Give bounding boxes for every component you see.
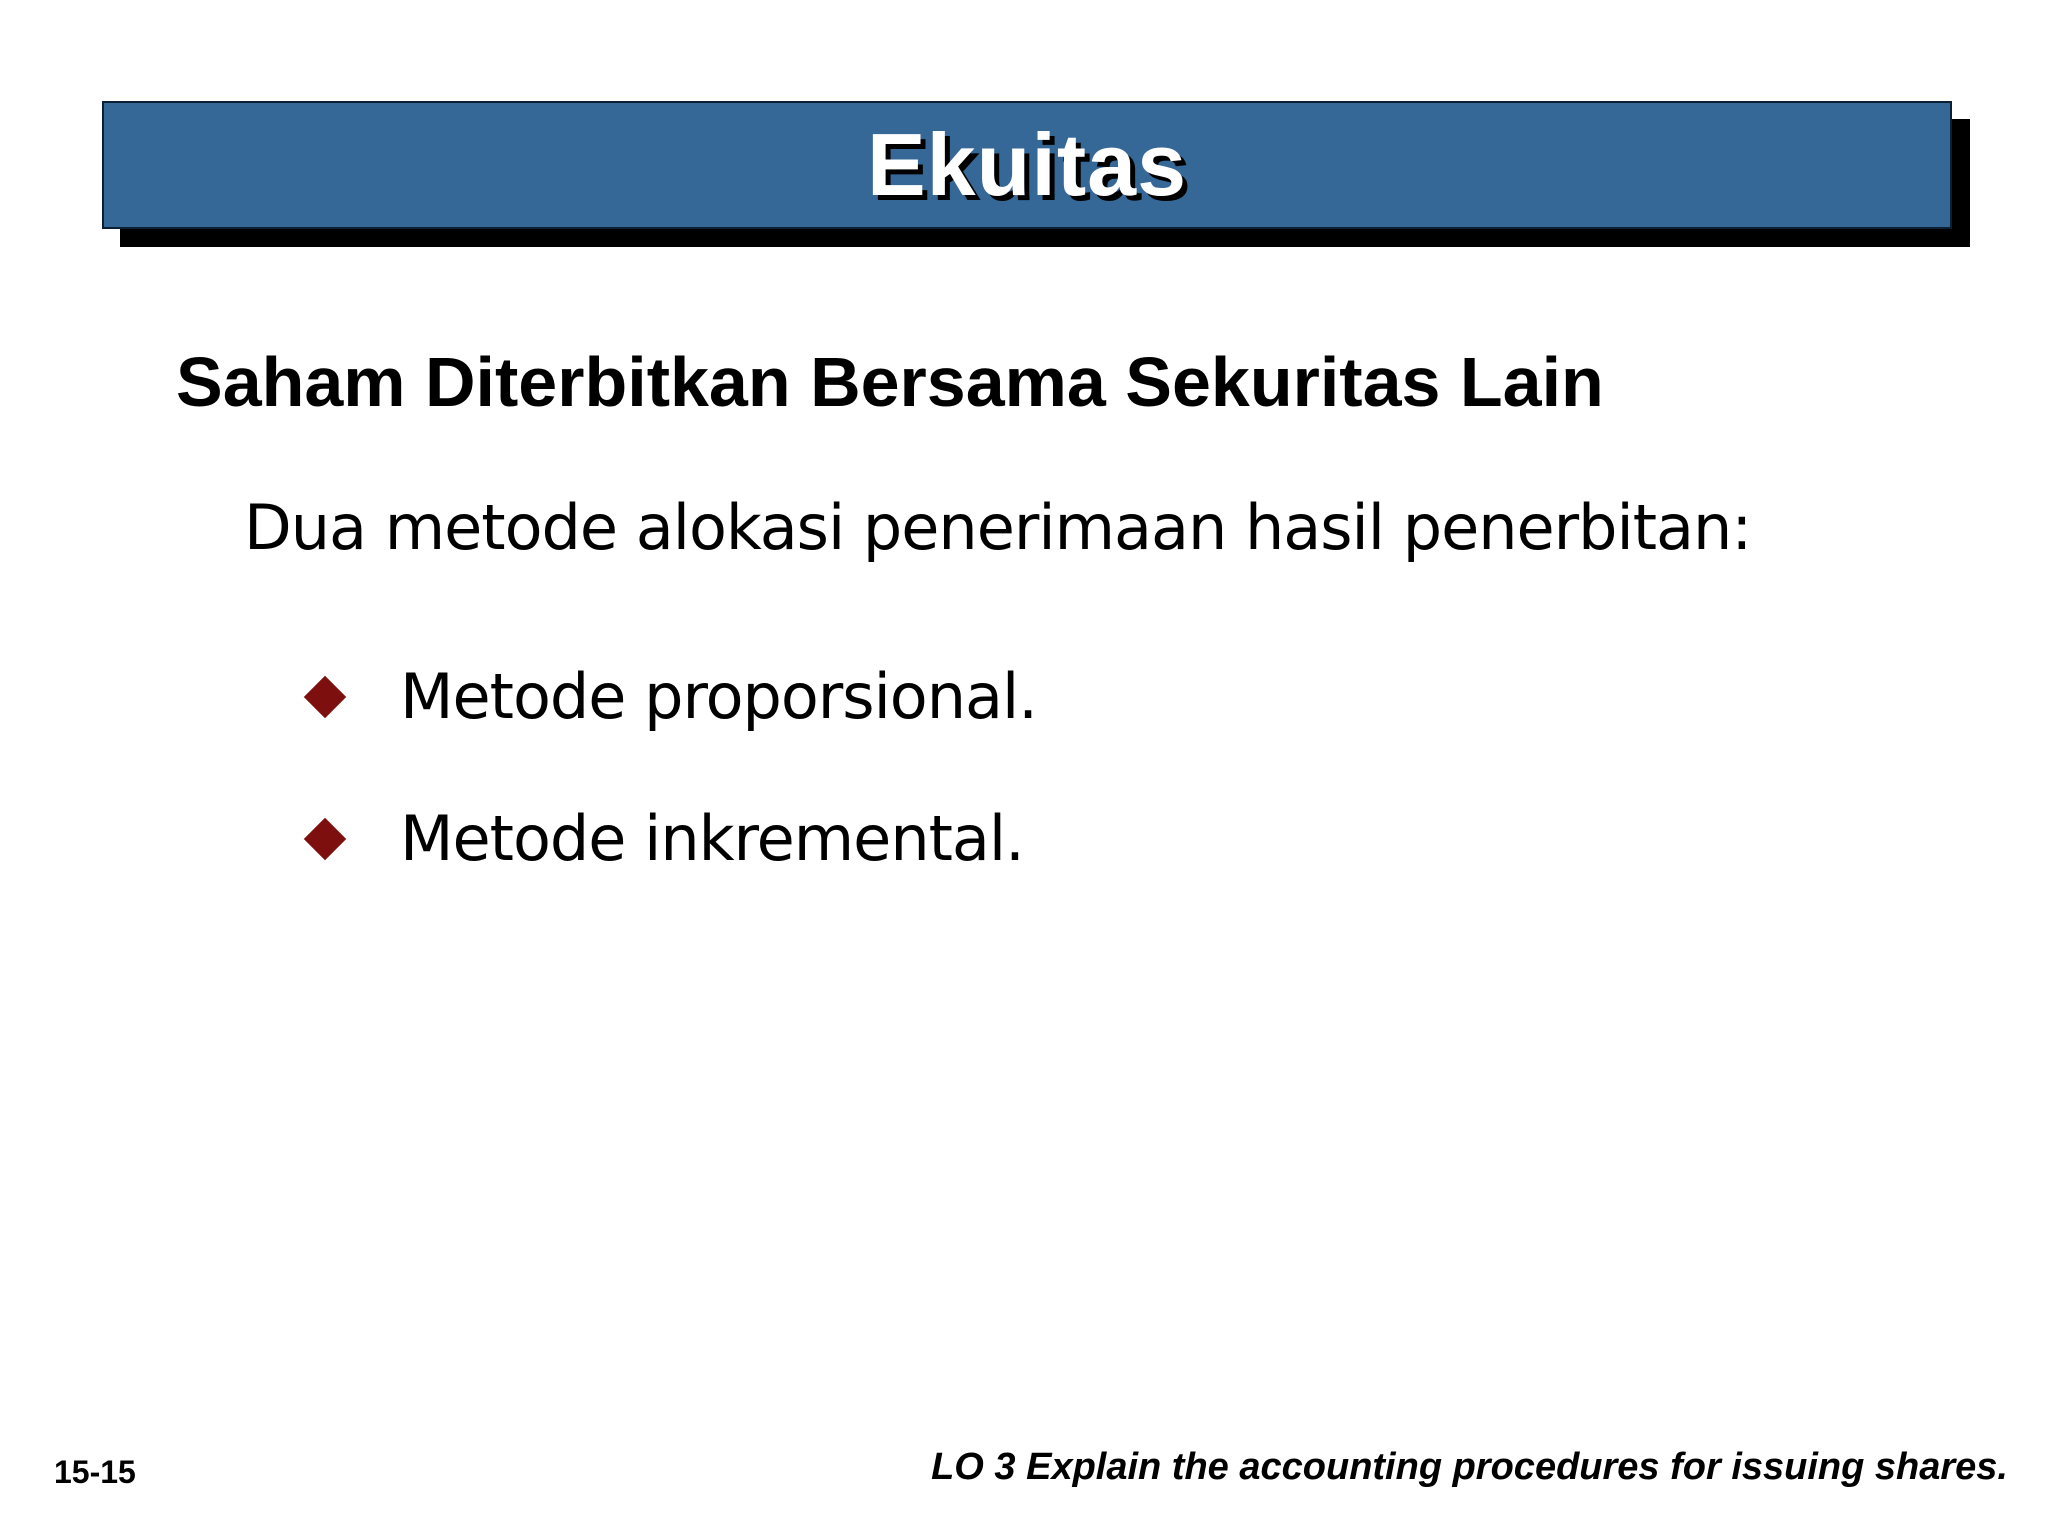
title-bar <box>102 101 1952 229</box>
intro-text: Dua metode alokasi penerimaan hasil penerbitan: <box>244 491 1752 564</box>
slide-heading: Saham Diterbitkan Bersama Sekuritas Lain <box>176 343 1604 421</box>
bullet-text: Metode inkremental. <box>400 802 1024 875</box>
slide-title: Ekuitas <box>866 115 1188 214</box>
bullet-text: Metode proporsional. <box>400 660 1037 733</box>
diamond-bullet-icon <box>304 676 346 718</box>
diamond-bullet-icon <box>304 818 346 860</box>
bullet-item <box>300 802 1024 875</box>
learning-objective: LO 3 Explain the accounting procedures for issuing shares. <box>931 1446 2008 1488</box>
bullet-item <box>300 660 1037 733</box>
page-number: 15-15 <box>54 1454 136 1490</box>
